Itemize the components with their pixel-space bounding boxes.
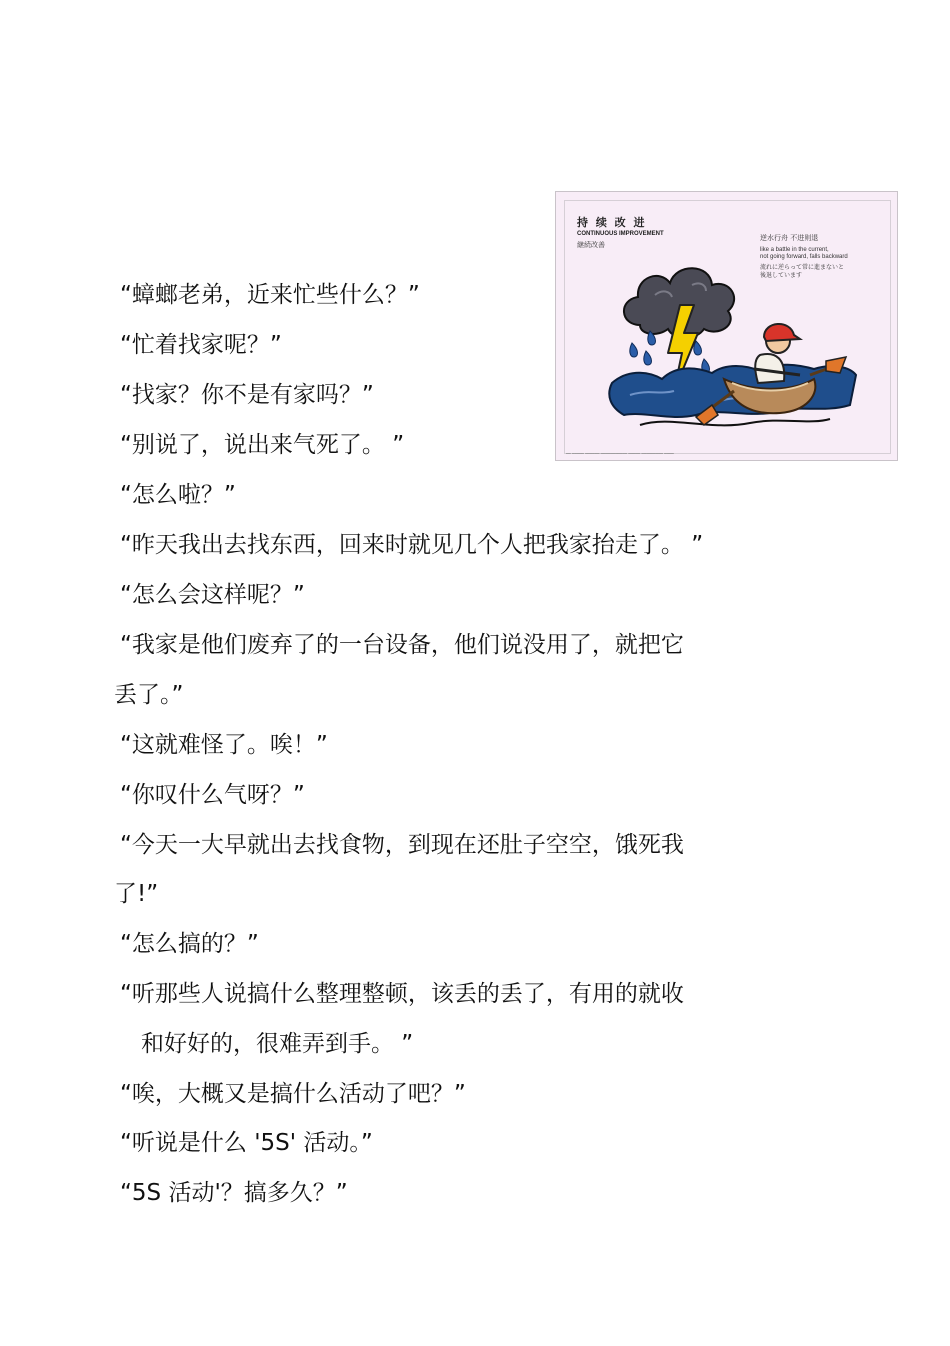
dialogue-line: “怎么啦？”: [120, 482, 236, 508]
dialogue-line: “怎么会这样呢？”: [120, 582, 305, 608]
dialogue-line: 了!”: [114, 881, 159, 907]
dialogue-line: “这就难怪了。唉！”: [120, 732, 328, 758]
poster-motto-en-line2: not going forward, falls backward: [760, 254, 848, 260]
poster-subtitle: 継続改善: [577, 241, 605, 249]
dialogue-line: “找家？你不是有家吗？”: [120, 382, 374, 408]
poster-title: 持 续 改 进: [577, 216, 647, 229]
dialogue-line: 丢了。”: [114, 682, 184, 708]
dialogue-line: “听说是什么 '5S' 活动。”: [120, 1130, 373, 1156]
dialogue-line: “你叹什么气呀？”: [120, 782, 305, 808]
dialogue-line: “昨天我出去找东西，回来时就见几个人把我家抬走了。 ”: [120, 532, 704, 558]
dialogue-line: 和好好的，很难弄到手。 ”: [141, 1031, 414, 1057]
dialogue-line: “怎么搞的？”: [120, 931, 259, 957]
dialogue-line: “我家是他们废弃了的一台设备，他们说没用了，就把它: [120, 632, 684, 658]
dialogue-line: “别说了，说出来气死了。 ”: [120, 432, 405, 458]
poster-motto-jp-line2: 後退しています: [760, 272, 803, 279]
poster-motto-en-line1: like a battle in the current,: [760, 247, 829, 253]
dialogue-line: “5S 活动'？搞多久？”: [120, 1180, 348, 1206]
poster-motto-jp-line1: 流れに逆らって常に進まないと: [760, 264, 845, 271]
poster-title-en: CONTINUOUS IMPROVEMENT: [577, 231, 664, 237]
poster-motto: 逆水行舟 不进则退: [760, 234, 819, 242]
dialogue-line: “蟑螂老弟，近来忙些什么？”: [120, 282, 420, 308]
dialogue-line: “今天一大早就出去找食物，到现在还肚子空空，饿死我: [120, 832, 684, 858]
dialogue-line: “忙着找家呢？”: [120, 332, 282, 358]
dialogue-line: “听那些人说搞什么整理整顿，该丢的丢了，有用的就收: [120, 981, 684, 1007]
poster-footer-fineprint: ━━ ━━━━━ ━━━━━━ ━━━━━━━━━━━ ━━━━━ ━━━━━━━━━ ━━━━: [566, 451, 674, 456]
dialogue-line: “唉，大概又是搞什么活动了吧？”: [120, 1081, 466, 1107]
